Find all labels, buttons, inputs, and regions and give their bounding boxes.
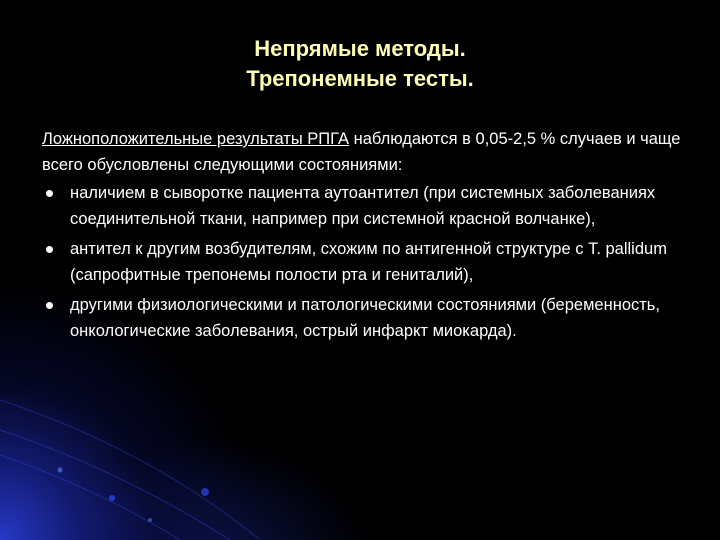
bullet-list [42, 180, 682, 344]
list-item-text: наличием в сыворотке пациента аутоантител (при системных заболеваниях соединительной ткани, например при системной красной волчанке), [70, 184, 656, 228]
list-item [42, 180, 682, 232]
slide-body [42, 126, 682, 348]
bullet-icon [46, 246, 53, 253]
title-line-1: Непрямые методы. [254, 36, 466, 61]
bullet-icon [46, 190, 53, 197]
bullet-icon [46, 302, 53, 309]
title-line-2: Трепонемные тесты. [246, 66, 474, 91]
intro-underlined-text: Ложноположительные результаты РПГА [42, 130, 349, 148]
list-item [42, 236, 682, 288]
list-item [42, 292, 682, 344]
list-item-text: антител к другим возбудителям, схожим по антигенной структуре с T. pallidum (сапрофитные трепонемы полости рта и гениталий), [70, 240, 667, 284]
intro-text: наблюдаются в 0,05-2,5 % случаев и чаще всего обусловлены следующими состояниями: [42, 130, 681, 174]
slide-title [0, 34, 720, 94]
list-item-text: другими физиологическими и патологическими состояниями (беременность, онкологические заболевания, острый инфаркт миокарда). [70, 296, 660, 340]
intro-paragraph [42, 126, 682, 178]
